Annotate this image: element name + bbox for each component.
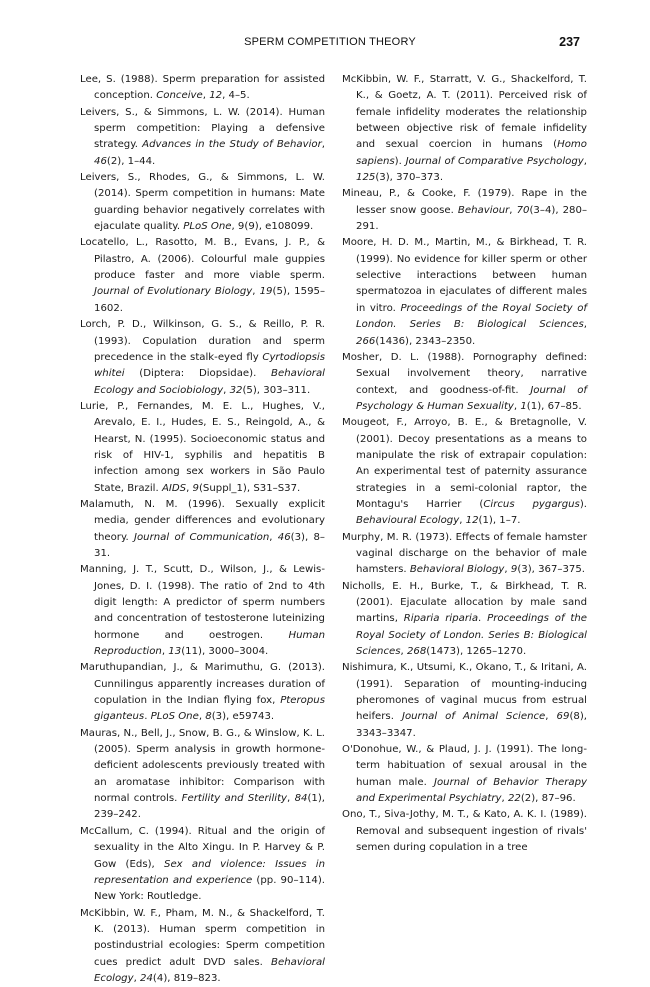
reference-italic-text: 46: [94, 155, 107, 167]
reference-italic-text: Proceedings of the Royal Society of London. Series B: Biological Sciences: [356, 613, 587, 658]
reference-text: (8), 3343–3347.: [356, 711, 587, 739]
reference-text: Murphy, M. R. (1973). Effects of female hamster vaginal discharge on the behavior of male hamsters.: [342, 531, 587, 576]
reference-italic-text: 84: [294, 793, 308, 805]
reference-italic-text: Behavioral Ecology: [94, 956, 325, 984]
reference-text: Mosher, D. L. (1988). Pornography defined: Sexual involvement theory, narrative context, and goodness-of-fit.: [342, 351, 587, 396]
reference-text: McKibbin, W. F., Pham, M. N., & Shackelford, T. K. (2013). Human sperm competition in postindustrial ecologies: Sperm competition cues predict adult DVD sales.: [80, 907, 325, 968]
reference-italic-text: 19: [259, 286, 273, 298]
reference-text: ).: [579, 498, 588, 510]
reference-text: (1436), 2343–2350.: [375, 335, 476, 347]
reference-italic-text: Behavioral Ecology and Sociobiology: [94, 368, 325, 396]
reference-text: Leivers, S., & Simmons, L. W. (2014). Human sperm competition: Playing a defensive strategy.: [80, 106, 325, 151]
reference-text: (11), 3000–3004.: [181, 646, 269, 658]
reference-italic-text: 1: [520, 400, 527, 412]
reference-text: Maruthupandian, J., & Marimuthu, G. (2013). Cunnilingus apparently increases duration of copulation in the Indian flying fox,: [80, 662, 325, 707]
reference-entry: [80, 170, 325, 235]
reference-italic-text: Proceedings of the Royal Society of London. Series B: Biological Sciences: [356, 302, 587, 331]
reference-text: ,: [186, 482, 193, 494]
reference-entry: [342, 530, 587, 579]
reference-italic-text: Circus pygargus: [483, 498, 580, 510]
reference-text: (5), 1595–1602.: [94, 286, 326, 314]
reference-text: (2), 87–96.: [520, 793, 576, 805]
reference-italic-text: Behaviour: [457, 204, 510, 216]
reference-entry: [80, 235, 325, 317]
reference-text: (1), 67–85.: [526, 400, 582, 412]
reference-entry: [342, 807, 587, 856]
reference-text: Nicholls, E. H., Burke, T., & Birkhead, T. R. (2001). Ejaculate allocation by male sand martins,: [342, 580, 587, 625]
reference-entry: [80, 105, 325, 170]
reference-italic-text: Journal of Evolutionary Biology: [94, 286, 253, 298]
reference-entry: [80, 317, 325, 399]
page-number: 237: [559, 35, 580, 49]
reference-italic-text: 9: [510, 564, 518, 576]
reference-italic-text: 8: [205, 711, 212, 723]
reference-italic-text: 125: [356, 172, 376, 184]
reference-italic-text: AIDS: [161, 482, 187, 494]
reference-text: ,: [252, 286, 260, 298]
reference-text: ,: [198, 711, 206, 723]
reference-entry: [80, 824, 325, 906]
reference-entry: [342, 350, 587, 415]
reference-text: (pp. 90–114). New York: Routledge.: [94, 874, 326, 903]
reference-italic-text: 70: [516, 204, 530, 216]
reference-text: (1473), 1265–1270.: [426, 646, 527, 658]
reference-text: ,: [545, 711, 557, 723]
reference-text: ,: [321, 139, 325, 151]
reference-text: Mougeot, F., Arroyo, B. E., & Bretagnolle, V. (2001). Decoy presentations as a means to manipulate the risk of extrapair copulation: An experimental test of paternity assurance strategies in a semi-colonial raptor, the Montagu's Harrier (: [342, 417, 587, 510]
reference-text: (Suppl_1), S31–S37.: [198, 482, 301, 494]
reference-text: O'Donohue, W., & Plaud, J. J. (1991). The long-term habituation of sexual arousal in the human male.: [342, 744, 587, 788]
reference-text: Nishimura, K., Utsumi, K., Okano, T., & Iritani, A. (1991). Separation of mounting-inducing pheromones of vaginal mucus from estrual heifers.: [342, 662, 587, 723]
reference-column-left: [80, 72, 325, 987]
reference-text: (3), 370–373.: [375, 172, 444, 184]
reference-text: Moore, H. D. M., Martin, M., & Birkhead, T. R. (1999). No evidence for killer sperm or other selective interactions between human spermatozoa in ejaculates of different males in vitro.: [342, 237, 587, 314]
reference-entry: [80, 72, 325, 105]
reference-text: (3–4), 280–291.: [356, 204, 588, 233]
reference-italic-text: 69: [556, 711, 570, 723]
reference-text: McKibbin, W. F., Starratt, V. G., Shackelford, T. K., & Goetz, A. T. (2011). Perceived risk of female infidelity moderates the relationship between objective risk of female infidelity and sexual coercion in humans (: [342, 74, 587, 151]
reference-text: ,: [504, 564, 511, 576]
reference-entry: [342, 186, 587, 235]
reference-italic-text: Journal of Comparative Psychology: [405, 155, 584, 167]
reference-text: Manning, J. T., Scutt, D., Wilson, J., & Lewis-Jones, D. I. (1998). The ratio of 2nd to 4th digit length: A predictor of sperm numbers and concentration of testosterone luteinizing hormone and oestrogen.: [80, 564, 325, 641]
reference-text: ,: [133, 972, 141, 984]
reference-text: ,: [583, 155, 588, 167]
reference-text: (3), e59743.: [211, 711, 275, 723]
reference-entry: [342, 235, 587, 349]
reference-italic-text: Cyrtodiopsis whitei: [94, 351, 325, 380]
reference-text: ,: [583, 319, 587, 331]
reference-text: Mauras, N., Bell, J., Snow, B. G., & Winslow, K. L. (2005). Sperm analysis in growth hormone-deficient adolescents previously treated with an aromatase inhibitor: Comparison with normal controls.: [80, 727, 325, 805]
reference-italic-text: 9: [192, 482, 199, 494]
reference-text: ,: [223, 384, 230, 396]
reference-text: ,: [202, 90, 210, 102]
reference-entry: [80, 399, 325, 497]
reference-italic-text: Fertility and Sterility: [181, 793, 288, 805]
running-title: SPERM COMPETITION THEORY: [244, 36, 416, 48]
running-head: [80, 36, 580, 52]
reference-italic-text: Pteropus giganteus: [94, 695, 325, 723]
reference-italic-text: Advances in the Study of Behavior: [142, 139, 322, 151]
reference-entry: [80, 562, 325, 660]
reference-entry: [342, 579, 587, 661]
reference-italic-text: Journal of Animal Science: [401, 711, 546, 723]
reference-text: Lorch, P. D., Wilkinson, G. S., & Reillo, P. R. (1993). Copulation duration and sperm precedence in the stalk-eyed fly: [80, 319, 325, 363]
reference-entry: [342, 660, 587, 742]
reference-italic-text: Conceive: [156, 90, 203, 102]
reference-italic-text: Homo sapiens: [356, 139, 587, 167]
reference-italic-text: PLoS One: [183, 221, 232, 233]
reference-text: ,: [501, 793, 508, 805]
reference-italic-text: PLoS One: [150, 711, 199, 723]
reference-text: .: [144, 711, 151, 723]
reference-text: ).: [394, 155, 406, 167]
reference-text: Locatello, L., Rasotto, M. B., Evans, J. P., & Pilastro, A. (2006). Colourful male guppies produce faster and more viable sperm.: [80, 237, 325, 282]
reference-text: ,: [400, 646, 407, 658]
reference-entry: [342, 415, 587, 529]
reference-text: ,: [287, 793, 295, 805]
reference-entry: [80, 497, 325, 562]
reference-italic-text: 22: [507, 793, 521, 805]
reference-italic-text: Riparia riparia: [403, 613, 479, 625]
reference-text: Lurie, P., Fernandes, M. E. L., Hughes, V., Arevalo, E. I., Hudes, E. S., Reingold, A., & Hearst, N. (1995). Socioeconomic status and risk of HIV-1, syphilis and hepatitis B infection among sex workers in São Paulo State, Brazil.: [80, 400, 325, 494]
reference-text: ,: [161, 646, 169, 658]
reference-text: (4), 819–823.: [152, 972, 221, 984]
reference-italic-text: 266: [356, 335, 376, 347]
reference-text: Lee, S. (1988). Sperm preparation for assisted conception.: [80, 74, 325, 102]
reference-italic-text: Sex and violence: Issues in representation and experience: [94, 858, 325, 886]
reference-text: Mineau, P., & Cooke, F. (1979). Rape in the lesser snow goose.: [342, 188, 587, 216]
reference-italic-text: 24: [140, 972, 153, 984]
reference-entry: [80, 660, 325, 725]
reference-entry: [342, 742, 587, 807]
reference-text: McCallum, C. (1994). Ritual and the origin of sexuality in the Alto Xingu. In P. Harvey & P. Gow (Eds),: [80, 825, 325, 870]
reference-italic-text: 12: [209, 90, 223, 102]
reference-text: ,: [513, 400, 521, 412]
reference-italic-text: 32: [229, 384, 243, 396]
reference-italic-text: Journal of Psychology & Human Sexuality: [356, 384, 587, 412]
reference-entry: [342, 72, 587, 186]
reference-italic-text: 268: [406, 646, 427, 658]
reference-text: , 4–5.: [222, 90, 250, 102]
reference-text: ,: [269, 531, 278, 543]
reference-text: ,: [459, 515, 466, 527]
reference-italic-text: 13: [168, 646, 182, 658]
reference-column-right: [342, 72, 587, 857]
reference-italic-text: Behavioural Ecology: [356, 515, 460, 527]
reference-italic-text: Journal of Communication: [134, 531, 270, 543]
reference-text: Leivers, S., Rhodes, G., & Simmons, L. W. (2014). Sperm competition in humans: Mate guarding behavior negatively correlates with ejaculate quality.: [80, 172, 325, 233]
reference-text: Malamuth, N. M. (1996). Sexually explicit media, gender differences and evolutionary theory.: [80, 498, 325, 543]
reference-text: (1), 239–242.: [94, 793, 326, 821]
reference-text: (5), 303–311.: [242, 384, 311, 396]
reference-entry: [80, 906, 325, 987]
reference-text: .: [478, 613, 488, 625]
reference-text: ,: [509, 204, 517, 216]
reference-italic-text: Behavioral Biology: [409, 564, 505, 576]
reference-text: (2), 1–44.: [106, 155, 156, 167]
reference-italic-text: Journal of Behavior Therapy and Experimental Psychiatry: [356, 776, 588, 805]
reference-text: , 9(9), e108099.: [231, 221, 314, 233]
reference-italic-text: 12: [465, 515, 479, 527]
reference-text: (1), 1–7.: [478, 515, 521, 527]
reference-italic-text: Human Reproduction: [94, 629, 325, 658]
reference-italic-text: 46: [277, 531, 291, 543]
reference-text: Ono, T., Siva-Jothy, M. T., & Kato, A. K. I. (1989). Removal and subsequent ingestion of rivals' semen during copulation in a tree: [342, 809, 587, 854]
reference-text: (3), 8–31.: [94, 531, 325, 559]
reference-text: (Diptera: Diopsidae).: [124, 368, 272, 380]
reference-text: (3), 367–375.: [517, 564, 586, 576]
reference-entry: [80, 726, 325, 824]
